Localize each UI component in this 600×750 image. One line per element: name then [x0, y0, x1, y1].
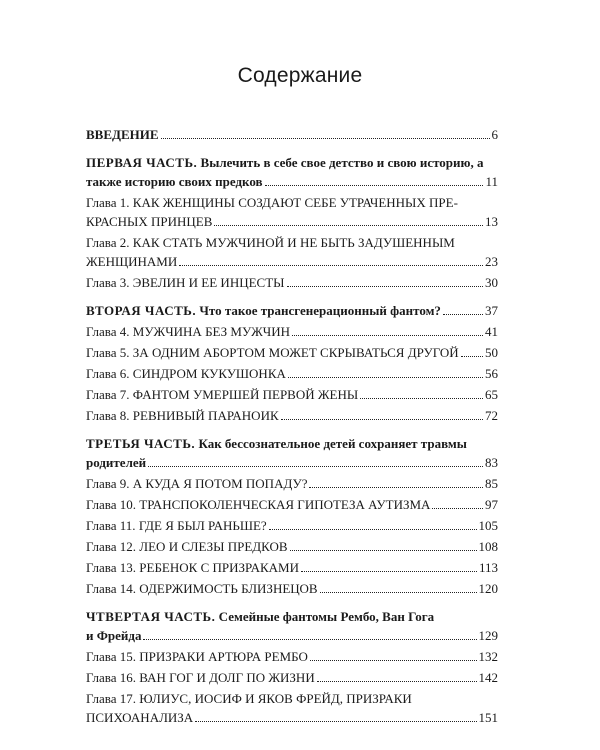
entry-last-line — [86, 301, 498, 320]
page-number: 65 — [485, 387, 498, 402]
entry-title-text: ЛЕО И СЛЕЗЫ ПРЕДКОВ — [139, 539, 288, 554]
entry-label: ВВЕДЕНИЕ — [86, 127, 159, 142]
page-number: 142 — [478, 670, 498, 685]
entry-label: Глава 8. — [86, 408, 130, 423]
page-title: Содержание — [237, 64, 363, 87]
dot-leader — [161, 138, 490, 139]
dot-leader — [214, 225, 483, 226]
entry-title-text: КАК ЖЕНЩИНЫ СОЗДАЮТ СЕБЕ УТРАЧЕННЫХ ПРЕ- — [132, 195, 458, 210]
table-of-contents — [86, 125, 498, 727]
toc-chapter-entry — [86, 343, 498, 362]
entry-title-text — [86, 516, 267, 535]
entry-last-line — [86, 125, 498, 144]
page-number: 129 — [478, 628, 498, 643]
dot-leader — [195, 721, 476, 722]
dot-leader — [148, 466, 483, 467]
toc-chapter-entry — [86, 668, 498, 687]
toc-chapter-entry — [86, 474, 498, 493]
page-number: 108 — [478, 539, 498, 554]
toc-part-entry — [86, 301, 498, 320]
entry-last-line — [86, 579, 498, 598]
toc-chapter-entry — [86, 689, 498, 727]
dot-leader — [309, 487, 483, 488]
page-number: 37 — [485, 303, 498, 318]
entry-title-line — [86, 153, 498, 172]
entry-title-text: РЕБЕНОК С ПРИЗРАКАМИ — [139, 560, 299, 575]
page-number: 105 — [478, 518, 498, 533]
toc-chapter-entry — [86, 193, 498, 231]
page-number: 30 — [485, 275, 498, 290]
entry-label: Глава 5. — [86, 345, 130, 360]
dot-leader — [290, 550, 477, 551]
entry-last-line — [86, 322, 498, 341]
entry-title-line — [86, 434, 498, 453]
entry-last-line — [86, 474, 498, 493]
page-number: 56 — [485, 366, 498, 381]
page-number: 97 — [485, 497, 498, 512]
entry-title-text — [86, 474, 307, 493]
dot-leader — [360, 398, 483, 399]
toc-part-entry — [86, 607, 498, 645]
toc-chapter-entry — [86, 579, 498, 598]
entry-title-text: также историю своих предков — [86, 174, 263, 189]
entry-label: ВТОРАЯ ЧАСТЬ. — [86, 303, 197, 318]
entry-last-line — [86, 647, 498, 666]
dot-leader — [443, 314, 483, 315]
dot-leader — [288, 377, 483, 378]
entry-title-text: ВАН ГОГ И ДОЛГ ПО ЖИЗНИ — [139, 670, 315, 685]
entry-last-line — [86, 626, 498, 645]
dot-leader — [179, 265, 483, 266]
page-number: 6 — [491, 127, 498, 142]
entry-label: Глава 12. — [86, 539, 137, 554]
entry-title-text: и Фрейда — [86, 628, 142, 643]
entry-title-text — [86, 343, 459, 362]
entry-label: ЧТВЕРТАЯ ЧАСТЬ. — [86, 609, 216, 624]
entry-label: Глава 2. — [86, 235, 130, 250]
toc-chapter-entry — [86, 495, 498, 514]
entry-title-text — [86, 301, 441, 320]
entry-label: Глава 9. — [86, 476, 130, 491]
entry-title-line — [86, 193, 498, 212]
entry-last-line — [86, 385, 498, 404]
dot-leader — [281, 419, 483, 420]
toc-chapter-entry — [86, 537, 498, 556]
entry-title-text — [86, 668, 315, 687]
page-number: 50 — [485, 345, 498, 360]
toc-chapter-entry — [86, 385, 498, 404]
entry-last-line — [86, 668, 498, 687]
entry-title-line — [86, 689, 498, 708]
entry-title-text: КРАСНЫХ ПРИНЦЕВ — [86, 214, 213, 229]
page-number: 132 — [478, 649, 498, 664]
entry-title-text: ПСИХОАНАЛИЗА — [86, 710, 194, 725]
toc-chapter-entry — [86, 406, 498, 425]
toc-intro-entry — [86, 125, 498, 144]
entry-label: Глава 1. — [86, 195, 130, 210]
entry-last-line — [86, 172, 498, 191]
toc-chapter-entry — [86, 273, 498, 292]
toc-chapter-entry — [86, 558, 498, 577]
page-number: 120 — [478, 581, 498, 596]
toc-chapter-entry — [86, 233, 498, 271]
dot-leader — [310, 660, 477, 661]
entry-label: Глава 16. — [86, 670, 137, 685]
dot-leader — [461, 356, 483, 357]
entry-title-text: Семейные фантомы Рембо, Ван Гога — [218, 609, 435, 624]
entry-label: Глава 17. — [86, 691, 137, 706]
entry-label: Глава 13. — [86, 560, 137, 575]
entry-title-text: ЖЕНЩИНАМИ — [86, 254, 178, 269]
entry-title-line — [86, 233, 498, 252]
dot-leader — [317, 681, 477, 682]
entry-title-text: МУЖЧИНА БЕЗ МУЖЧИН — [132, 324, 291, 339]
toc-chapter-entry — [86, 322, 498, 341]
page-number: 151 — [478, 710, 498, 725]
toc-chapter-entry — [86, 364, 498, 383]
page-number: 83 — [485, 455, 498, 470]
entry-title-text — [86, 322, 290, 341]
dot-leader — [143, 639, 476, 640]
entry-title-text — [86, 537, 288, 556]
toc-part-entry — [86, 434, 498, 472]
entry-title-text: ПРИЗРАКИ АРТЮРА РЕМБО — [139, 649, 308, 664]
entry-title-text: РЕВНИВЫЙ ПАРАНОИК — [132, 408, 279, 423]
entry-title-text — [86, 558, 299, 577]
entry-label: Глава 10. — [86, 497, 137, 512]
dot-leader — [265, 185, 484, 186]
entry-title-text — [86, 273, 285, 292]
dot-leader — [432, 508, 483, 509]
entry-last-line — [86, 273, 498, 292]
entry-last-line — [86, 558, 498, 577]
entry-title-text: СИНДРОМ КУКУШОНКА — [132, 366, 286, 381]
entry-last-line — [86, 252, 498, 271]
entry-title-text: Вылечить в себе свое детство и свою историю, а — [200, 155, 484, 170]
entry-title-text: ГДЕ Я БЫЛ РАНЬШЕ? — [138, 518, 267, 533]
entry-last-line — [86, 212, 498, 231]
entry-title-text — [86, 364, 286, 383]
entry-label: Глава 6. — [86, 366, 130, 381]
page-number: 85 — [485, 476, 498, 491]
toc-part-entry — [86, 153, 498, 191]
entry-title-text — [86, 125, 159, 144]
entry-label: Глава 11. — [86, 518, 136, 533]
entry-label: ПЕРВАЯ ЧАСТЬ. — [86, 155, 198, 170]
entry-title-text: ЗА ОДНИМ АБОРТОМ МОЖЕТ СКРЫВАТЬСЯ ДРУГОЙ — [132, 345, 459, 360]
entry-last-line — [86, 343, 498, 362]
toc-chapter-entry — [86, 516, 498, 535]
entry-label: Глава 7. — [86, 387, 130, 402]
dot-leader — [287, 286, 484, 287]
dot-leader — [292, 335, 483, 336]
entry-title-text — [86, 385, 358, 404]
entry-title-text: родителей — [86, 455, 147, 470]
toc-chapter-entry — [86, 647, 498, 666]
entry-title-line — [86, 607, 498, 626]
entry-last-line — [86, 495, 498, 514]
entry-last-line — [86, 516, 498, 535]
entry-last-line — [86, 708, 498, 727]
entry-label: Глава 4. — [86, 324, 130, 339]
entry-title-text: Что такое трансгенерационный фантом? — [199, 303, 441, 318]
entry-title-text: Как бессознательное детей сохраняет травмы — [198, 436, 467, 451]
page-number: 13 — [485, 214, 498, 229]
entry-title-text — [86, 579, 318, 598]
dot-leader — [301, 571, 477, 572]
entry-label: Глава 14. — [86, 581, 137, 596]
entry-title-text: ЭВЕЛИН И ЕЕ ИНЦЕСТЫ — [132, 275, 285, 290]
entry-label: Глава 15. — [86, 649, 137, 664]
entry-title-text: А КУДА Я ПОТОМ ПОПАДУ? — [132, 476, 308, 491]
entry-title-text — [86, 647, 308, 666]
page-number: 23 — [485, 254, 498, 269]
dot-leader — [320, 592, 477, 593]
entry-last-line — [86, 406, 498, 425]
entry-title-text: ЮЛИУС, ИОСИФ И ЯКОВ ФРЕЙД, ПРИЗРАКИ — [139, 691, 412, 706]
entry-title-text: ФАНТОМ УМЕРШЕЙ ПЕРВОЙ ЖЕНЫ — [132, 387, 359, 402]
dot-leader — [269, 529, 477, 530]
page-number: 113 — [478, 560, 498, 575]
entry-title-text — [86, 495, 430, 514]
entry-title-text — [86, 406, 279, 425]
entry-title-text: КАК СТАТЬ МУЖЧИНОЙ И НЕ БЫТЬ ЗАДУШЕННЫМ — [132, 235, 455, 250]
entry-last-line — [86, 364, 498, 383]
entry-label: Глава 3. — [86, 275, 130, 290]
page-number: 72 — [485, 408, 498, 423]
entry-title-text: ОДЕРЖИМОСТЬ БЛИЗНЕЦОВ — [139, 581, 318, 596]
page-number: 41 — [485, 324, 498, 339]
entry-title-text: ТРАНСПОКОЛЕНЧЕСКАЯ ГИПОТЕЗА АУТИЗМА — [139, 497, 431, 512]
page-number: 11 — [485, 174, 498, 189]
entry-label: ТРЕТЬЯ ЧАСТЬ. — [86, 436, 196, 451]
entry-last-line — [86, 453, 498, 472]
entry-last-line — [86, 537, 498, 556]
